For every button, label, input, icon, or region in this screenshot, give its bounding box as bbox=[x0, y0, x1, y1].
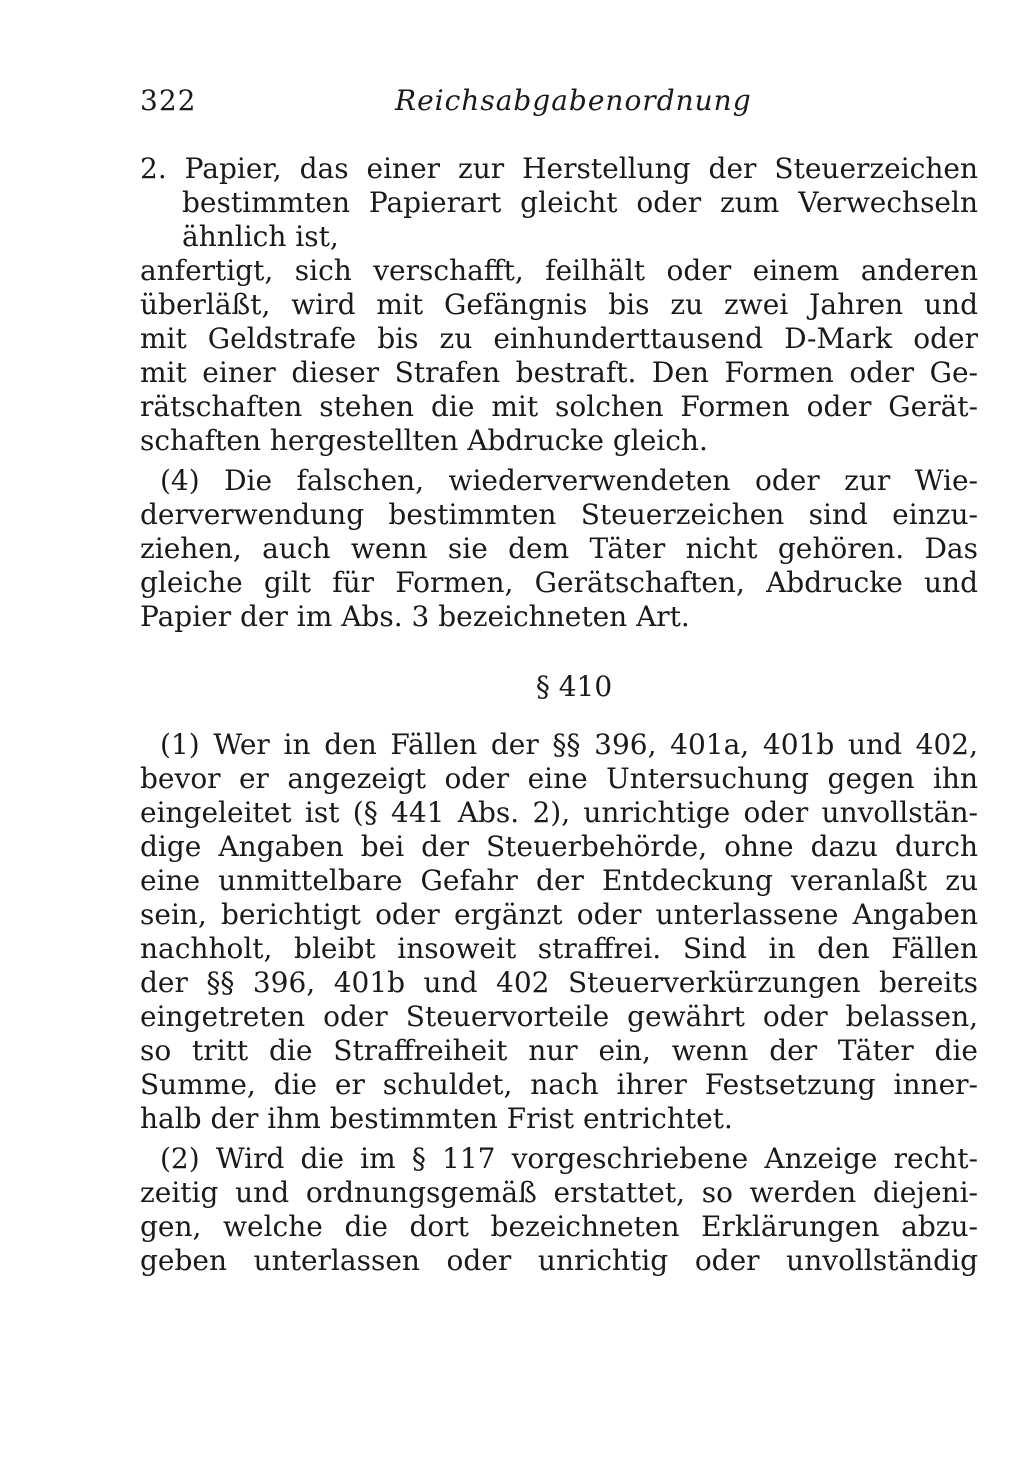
section-paragraph-2 bbox=[140, 1142, 978, 1278]
text-line: sein, berichtigt oder ergänzt oder unterlassene Angaben bbox=[140, 898, 978, 931]
text-line: Papier der im Abs. 3 bezeichneten Art. bbox=[140, 600, 690, 633]
text-line: (2) Wird die im § 117 vorgeschriebene Anzeige recht- bbox=[160, 1142, 978, 1175]
text-line: (4) Die falschen, wiederverwendeten oder zur Wie- bbox=[160, 464, 978, 497]
text-line: eingeleitet ist (§ 441 Abs. 2), unrichtige oder unvollstän- bbox=[140, 796, 978, 829]
body-text bbox=[140, 152, 978, 1278]
text-line: gleiche gilt für Formen, Gerätschaften, Abdrucke und bbox=[140, 566, 978, 599]
paragraph-4 bbox=[140, 464, 978, 634]
list-item-2 bbox=[140, 152, 978, 254]
text-line: so tritt die Straffreiheit nur ein, wenn der Täter die bbox=[140, 1034, 978, 1067]
text-line: geben unterlassen oder unrichtig oder unvollständig bbox=[140, 1244, 978, 1277]
paragraph-continuation bbox=[140, 254, 978, 458]
text-line: Summe, die er schuldet, nach ihrer Festsetzung inner- bbox=[140, 1068, 978, 1101]
text-line: derverwendung bestimmten Steuerzeichen sind einzu- bbox=[140, 498, 978, 531]
text-line: mit Geldstrafe bis zu einhunderttausend D-Mark oder bbox=[140, 322, 978, 355]
page-header bbox=[140, 84, 980, 128]
text-line: überläßt, wird mit Gefängnis bis zu zwei Jahren und bbox=[140, 288, 978, 321]
text-line: ziehen, auch wenn sie dem Täter nicht gehören. Das bbox=[140, 532, 978, 565]
text-line: eine unmittelbare Gefahr der Entdeckung veranlaßt zu bbox=[140, 864, 978, 897]
text-line: der §§ 396, 401b und 402 Steuerverkürzungen bereits bbox=[140, 966, 978, 999]
text-line: ähnlich ist, bbox=[182, 220, 339, 253]
text-line: nachholt, bleibt insoweit straffrei. Sind in den Fällen bbox=[140, 932, 978, 965]
text-line: rätschaften stehen die mit solchen Formen oder Gerät- bbox=[140, 390, 978, 423]
section-heading: § 410 bbox=[535, 670, 613, 703]
text-line: gen, welche die dort bezeichneten Erklärungen abzu- bbox=[140, 1210, 978, 1243]
text-line: bestimmten Papierart gleicht oder zum Verwechseln bbox=[182, 186, 978, 219]
text-line: dige Angaben bei der Steuerbehörde, ohne dazu durch bbox=[140, 830, 978, 863]
text-line: eingetreten oder Steuervorteile gewährt oder belassen, bbox=[140, 1000, 978, 1033]
text-line: halb der ihm bestimmten Frist entrichtet. bbox=[140, 1102, 733, 1135]
page-number: 322 bbox=[140, 84, 197, 117]
running-head: Reichsabgabenordnung bbox=[395, 84, 752, 117]
text-line: mit einer dieser Strafen bestraft. Den Formen oder Ge- bbox=[140, 356, 978, 389]
section-paragraph-1 bbox=[140, 728, 978, 1136]
text-line: bevor er angezeigt oder eine Untersuchung gegen ihn bbox=[140, 762, 978, 795]
text-line: (1) Wer in den Fällen der §§ 396, 401a, 401b und 402, bbox=[160, 728, 978, 761]
text-line: anfertigt, sich verschafft, feilhält oder einem anderen bbox=[140, 254, 978, 287]
text-line: zeitig und ordnungsgemäß erstattet, so werden diejeni- bbox=[140, 1176, 978, 1209]
text-line: schaften hergestellten Abdrucke gleich. bbox=[140, 424, 708, 457]
text-line: 2. Papier, das einer zur Herstellung der Steuerzeichen bbox=[140, 152, 978, 185]
